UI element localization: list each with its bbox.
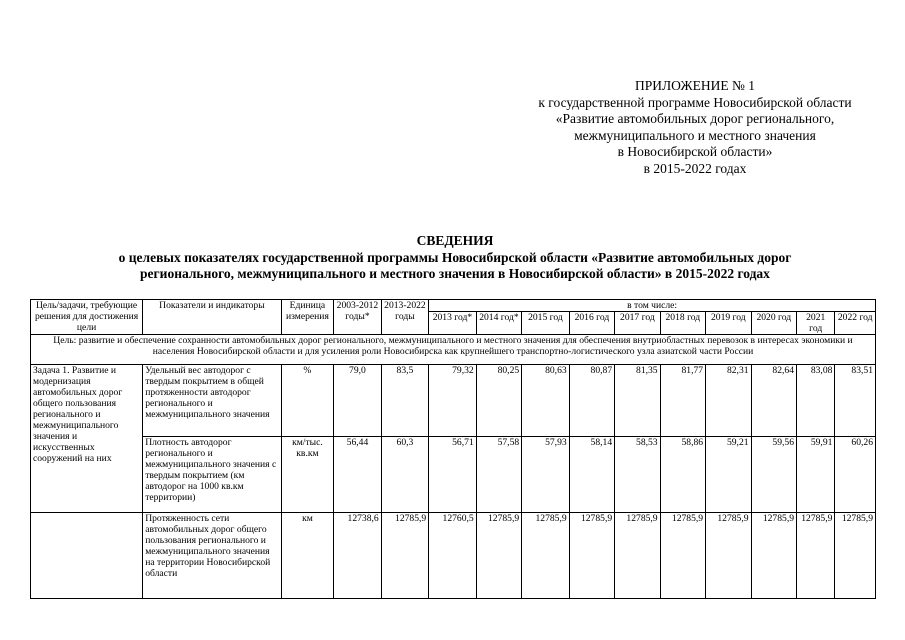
value-cell: 80,63 xyxy=(522,365,570,437)
table-row xyxy=(31,513,876,599)
document-title xyxy=(30,233,880,283)
value-cell: 12785,9 xyxy=(381,513,429,599)
indicator-cell: Протяженность сети автомобильных дорог общего пользования регионального и межмуниципального значения на территории Новосибирской области xyxy=(143,513,281,599)
value-cell: 82,64 xyxy=(751,365,796,437)
value-cell: 83,5 xyxy=(381,365,429,437)
value-cell: 57,58 xyxy=(476,437,521,513)
unit-cell: % xyxy=(281,365,334,437)
value-cell: 12785,9 xyxy=(706,513,751,599)
value-cell: 79,0 xyxy=(334,365,382,437)
value-cell: 12785,9 xyxy=(751,513,796,599)
value-cell: 58,14 xyxy=(569,437,614,513)
value-cell: 60,26 xyxy=(835,437,876,513)
value-cell: 56,71 xyxy=(429,437,477,513)
value-cell: 79,32 xyxy=(429,365,477,437)
value-cell: 56,44 xyxy=(334,437,382,513)
unit-cell: км xyxy=(281,513,334,599)
value-cell: 58,86 xyxy=(660,437,705,513)
value-cell: 80,25 xyxy=(476,365,521,437)
value-cell: 12785,9 xyxy=(615,513,660,599)
value-cell: 59,91 xyxy=(797,437,835,513)
appendix-header xyxy=(505,78,885,177)
value-cell: 12738,6 xyxy=(334,513,382,599)
value-cell: 60,3 xyxy=(381,437,429,513)
value-cell: 83,08 xyxy=(797,365,835,437)
header-year: 2015 год xyxy=(522,312,570,335)
value-cell: 12785,9 xyxy=(522,513,570,599)
header-year: 2021 год xyxy=(797,312,835,335)
appendix-line: «Развитие автомобильных дорог регионального, xyxy=(555,111,835,126)
table-row xyxy=(31,365,876,437)
goal-row: Цель: развитие и обеспечение сохранности автомобильных дорог регионального, межмуниципального и местного значения для обеспечения внутриобластных перевозок в интересах экономики и населения Новосибирской области и для усиления роли Новосибирска как крупнейшего транспортно-логистического узла азиатской части России xyxy=(31,335,876,365)
value-cell: 12785,9 xyxy=(660,513,705,599)
title-line: регионального, межмуниципального и местного значения в Новосибирской области» в 2015-2022 годах xyxy=(140,266,770,281)
header-2013-2022: 2013-2022 годы xyxy=(381,300,429,335)
header-year: 2018 год xyxy=(660,312,705,335)
empty-task-cell xyxy=(31,513,143,599)
task-cell: Задача 1. Развитие и модернизация автомобильных дорог общего пользования регионального и межмуниципального значения и искусственных сооружений на них xyxy=(31,365,143,513)
header-goal-tasks: Цель/задачи, требующие решения для достижения цели xyxy=(31,300,143,335)
header-unit: Единица измерения xyxy=(281,300,334,335)
header-year: 2019 год xyxy=(706,312,751,335)
header-year: 2020 год xyxy=(751,312,796,335)
value-cell: 12760,5 xyxy=(429,513,477,599)
header-including: в том числе: xyxy=(429,300,876,312)
value-cell: 12785,9 xyxy=(835,513,876,599)
appendix-line: ПРИЛОЖЕНИЕ № 1 xyxy=(634,78,756,93)
indicators-table xyxy=(30,299,876,599)
value-cell: 59,56 xyxy=(751,437,796,513)
value-cell: 12785,9 xyxy=(476,513,521,599)
value-cell: 12785,9 xyxy=(569,513,614,599)
indicator-cell: Удельный вес автодорог с твердым покрытием в общей протяженности автодорог регионального и межмуниципального значения xyxy=(143,365,281,437)
table-row xyxy=(31,437,876,513)
header-indicators: Показатели и индикаторы xyxy=(143,300,281,335)
appendix-line: к государственной программе Новосибирской области xyxy=(538,94,852,110)
title-heading: СВЕДЕНИЯ xyxy=(416,233,494,248)
header-year: 2014 год* xyxy=(476,312,521,335)
header-year: 2017 год xyxy=(615,312,660,335)
value-cell: 81,35 xyxy=(615,365,660,437)
header-year: 2022 год xyxy=(835,312,876,335)
value-cell: 12785,9 xyxy=(797,513,835,599)
appendix-line: межмуниципального и местного значения xyxy=(574,127,816,143)
value-cell: 83,51 xyxy=(835,365,876,437)
value-cell: 58,53 xyxy=(615,437,660,513)
appendix-line: в 2015-2022 годах xyxy=(643,160,747,176)
value-cell: 82,31 xyxy=(706,365,751,437)
appendix-line: в Новосибирской области» xyxy=(617,144,773,159)
unit-cell: км/тыс. кв.км xyxy=(281,437,334,513)
header-year: 2016 год xyxy=(569,312,614,335)
indicator-cell: Плотность автодорог регионального и межмуниципального значения с твердым покрытием (км автодорог на 1000 кв.км территории) xyxy=(143,437,281,513)
header-year: 2013 год* xyxy=(429,312,477,335)
title-line: о целевых показателях государственной программы Новосибирской области «Развитие автомобильных дорог xyxy=(118,249,792,265)
value-cell: 80,87 xyxy=(569,365,614,437)
value-cell: 57,93 xyxy=(522,437,570,513)
header-2003-2012: 2003-2012 годы* xyxy=(334,300,382,335)
value-cell: 81,77 xyxy=(660,365,705,437)
value-cell: 59,21 xyxy=(706,437,751,513)
